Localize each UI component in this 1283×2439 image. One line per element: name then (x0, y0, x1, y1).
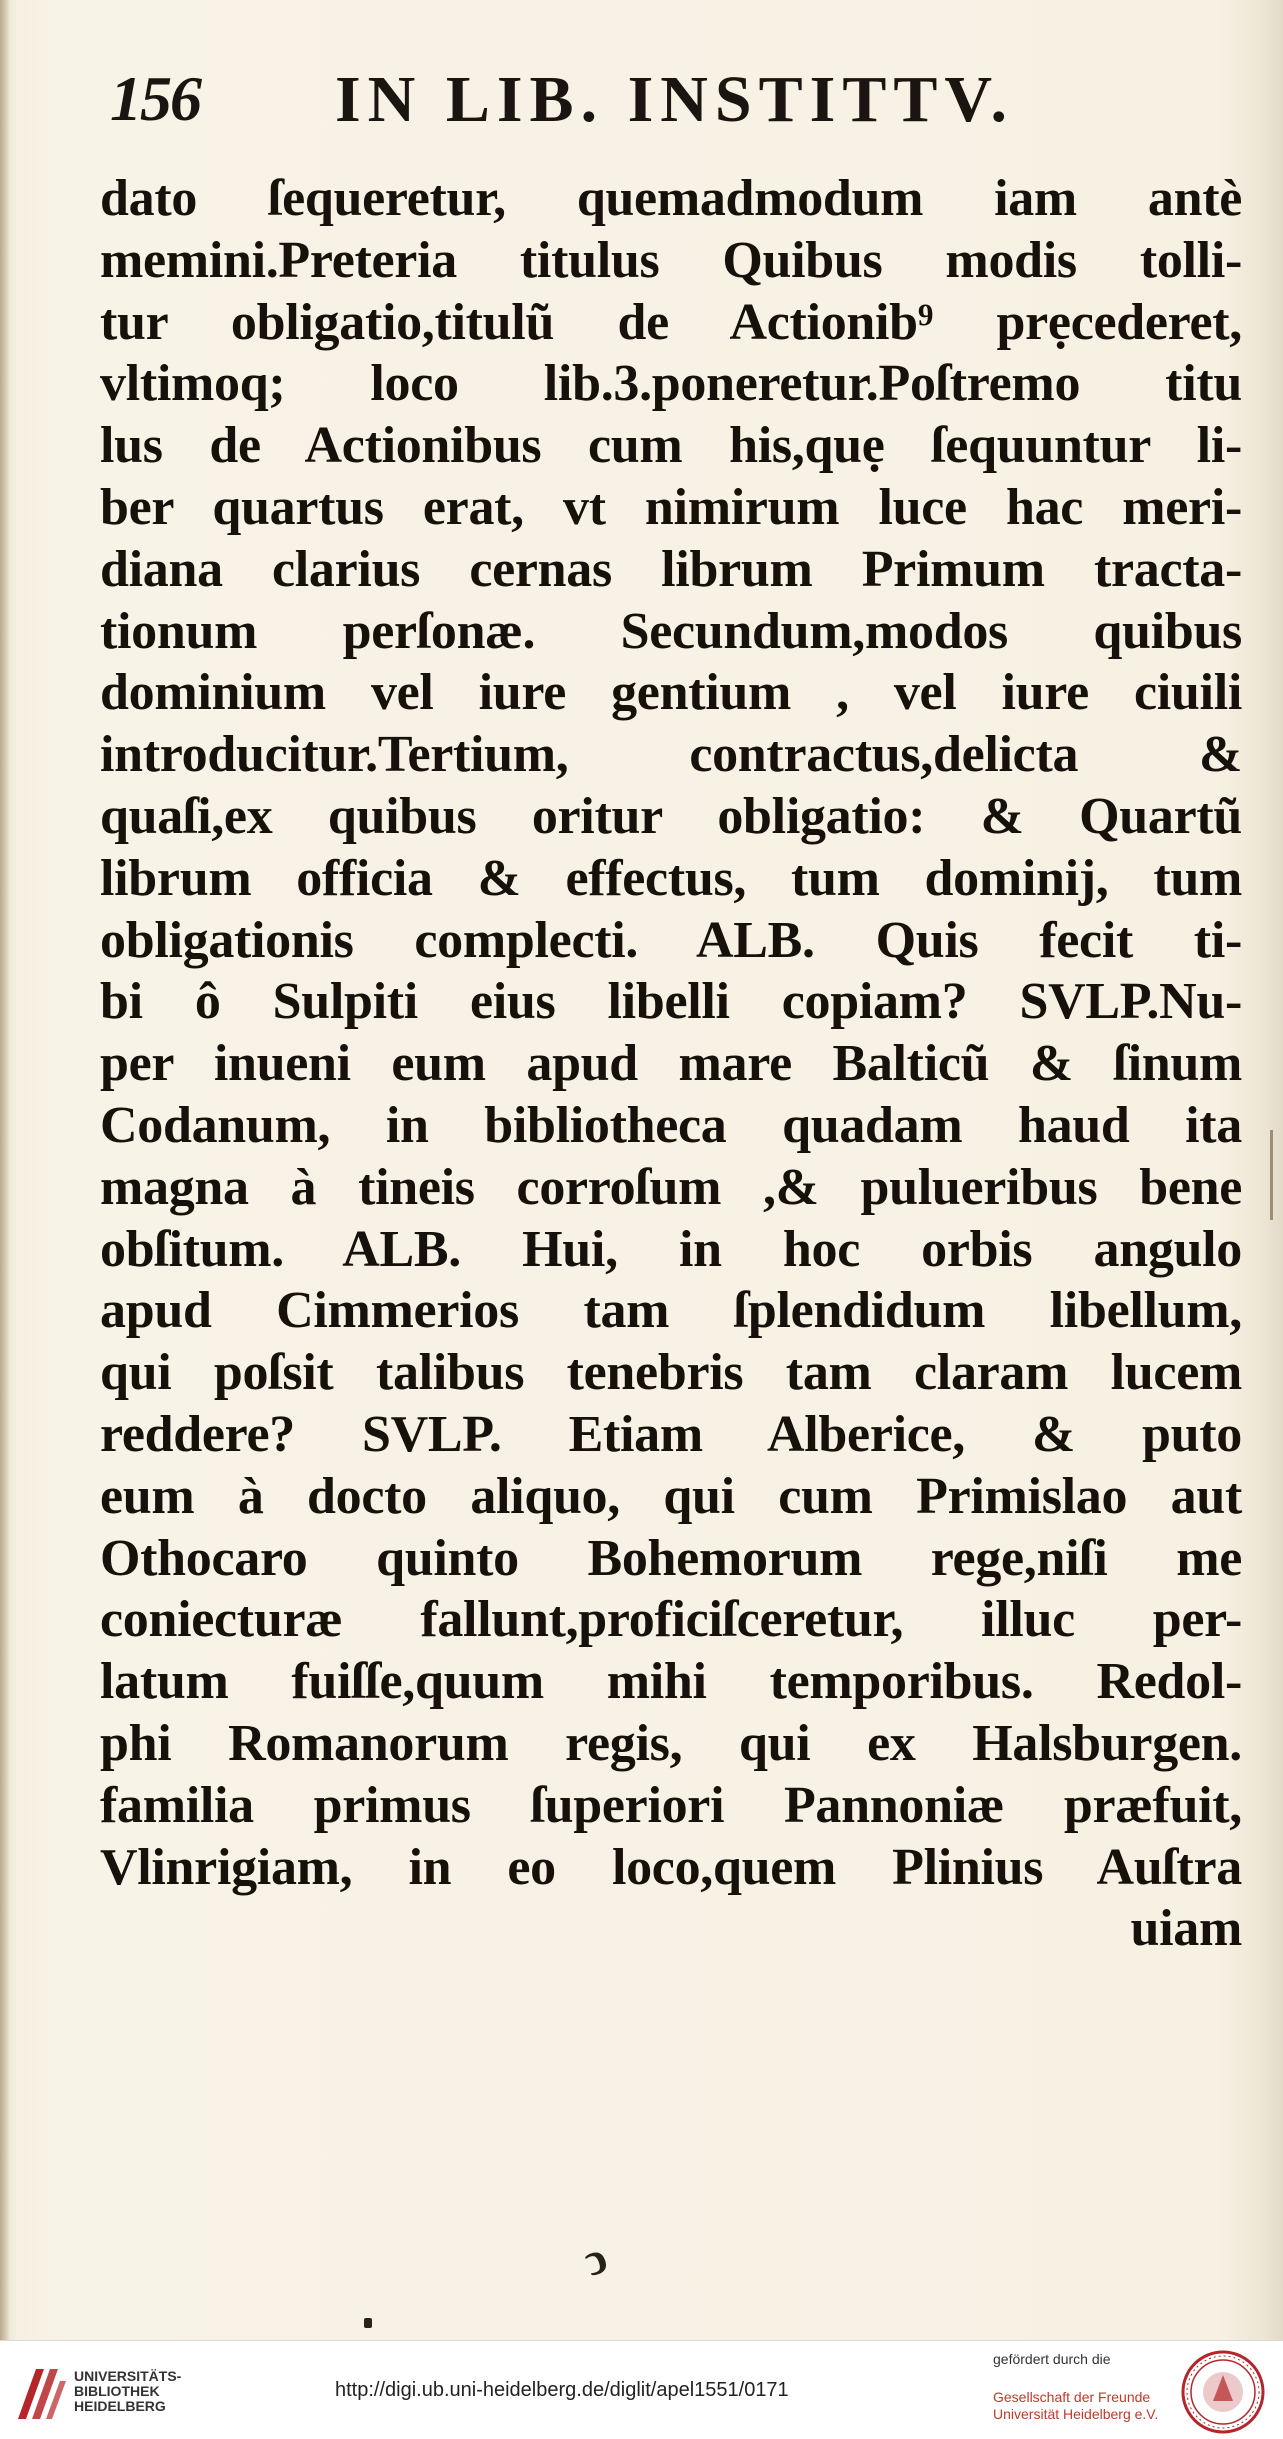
text-line: apud Cimmerios tam ſplendidum libellum, (100, 1282, 1242, 1340)
text-line: magna à tineis corroſum ,& pulueribus bene (100, 1158, 1242, 1216)
text-line: Vlinrigiam, in eo loco,quem Plinius Auſtra (100, 1838, 1242, 1896)
page-number: 156 (110, 63, 200, 134)
text-line: lus de Actionibus cum his,quẹ ſequuntur li- (100, 417, 1242, 475)
library-name-text: UNIVERSITÄTS- BIBLIOTHEK HEIDELBERG (74, 2368, 182, 2414)
society-name[interactable]: Gesellschaft der Freunde Universität Heidelberg e.V. (993, 2389, 1159, 2422)
permalink-url[interactable]: http://digi.ub.uni-heidelberg.de/diglit/apel1551/0171 (335, 2379, 789, 2401)
catchword: uiam (1130, 1900, 1242, 1958)
text-line: phi Romanorum regis, qui ex Halsburgen. (100, 1714, 1242, 1772)
text-line: librum officia & effectus, tum dominij, tum (100, 849, 1242, 907)
ink-mark: ↄ (576, 2231, 614, 2286)
text-line: obligationis complecti. ALB. Quis fecit ti- (100, 911, 1242, 969)
text-line: eum à docto aliquo, qui cum Primislao aut (100, 1467, 1242, 1525)
viewer-footer (0, 2340, 1283, 2439)
text-line: latum fuiſſe,quum mihi temporibus. Redol- (100, 1653, 1242, 1711)
text-line: qui poſsit talibus tenebris tam claram lucem (100, 1344, 1242, 1402)
text-line: reddere? SVLP. Etiam Alberice, & puto (100, 1405, 1242, 1463)
text-line: dominium vel iure gentium , vel iure ciuili (100, 664, 1242, 722)
text-line: quaſi,ex quibus oritur obligatio: & Quartũ (100, 787, 1242, 845)
page-gutter-shadow (0, 0, 10, 2340)
text-line: diana clarius cernas librum Primum tracta- (100, 540, 1242, 598)
text-line: per inueni eum apud mare Balticũ & ſinum (100, 1035, 1242, 1093)
text-line: tur obligatio,titulũ de Actionib⁹ prẹcederet, (100, 293, 1242, 351)
text-line: familia primus ſuperiori Pannoniæ præfuit, (100, 1776, 1242, 1834)
text-line: Codanum, in bibliotheca quadam haud ita (100, 1096, 1242, 1154)
text-line: obſitum. ALB. Hui, in hoc orbis angulo (100, 1220, 1242, 1278)
text-line: coniecturæ fallunt,proficiſceretur, illuc per- (100, 1591, 1242, 1649)
ub-heidelberg-logo-icon[interactable] (14, 2363, 68, 2423)
page-edge-mark (1270, 1130, 1273, 1220)
text-line: memini.Preteria titulus Quibus modis tolli- (100, 231, 1242, 289)
ink-dot (364, 2318, 372, 2328)
body-text (100, 168, 1242, 1960)
text-line: introducitur.Tertium, contractus,delicta & (100, 726, 1242, 784)
text-line: dato ſequeretur, quemadmodum iam antè (100, 170, 1242, 227)
text-line: vltimoq; loco lib.3.poneretur.Poſtremo titu (100, 355, 1242, 413)
text-line: bi ô Sulpiti eius libelli copiam? SVLP.Nu- (100, 973, 1242, 1031)
running-title: IN LIB. INSTITTV. (335, 63, 1015, 136)
funded-by-label: gefördert durch die (993, 2351, 1111, 2367)
text-line: Othocaro quinto Bohemorum rege,niſi me (100, 1529, 1242, 1587)
text-line: ber quartus erat, vt nimirum luce hac meri- (100, 478, 1242, 536)
university-seal-icon[interactable] (1180, 2349, 1266, 2435)
page-header (110, 62, 1230, 152)
text-line: tionum perſonæ. Secundum,modos quibus (100, 602, 1242, 660)
library-name[interactable] (74, 2369, 181, 2414)
